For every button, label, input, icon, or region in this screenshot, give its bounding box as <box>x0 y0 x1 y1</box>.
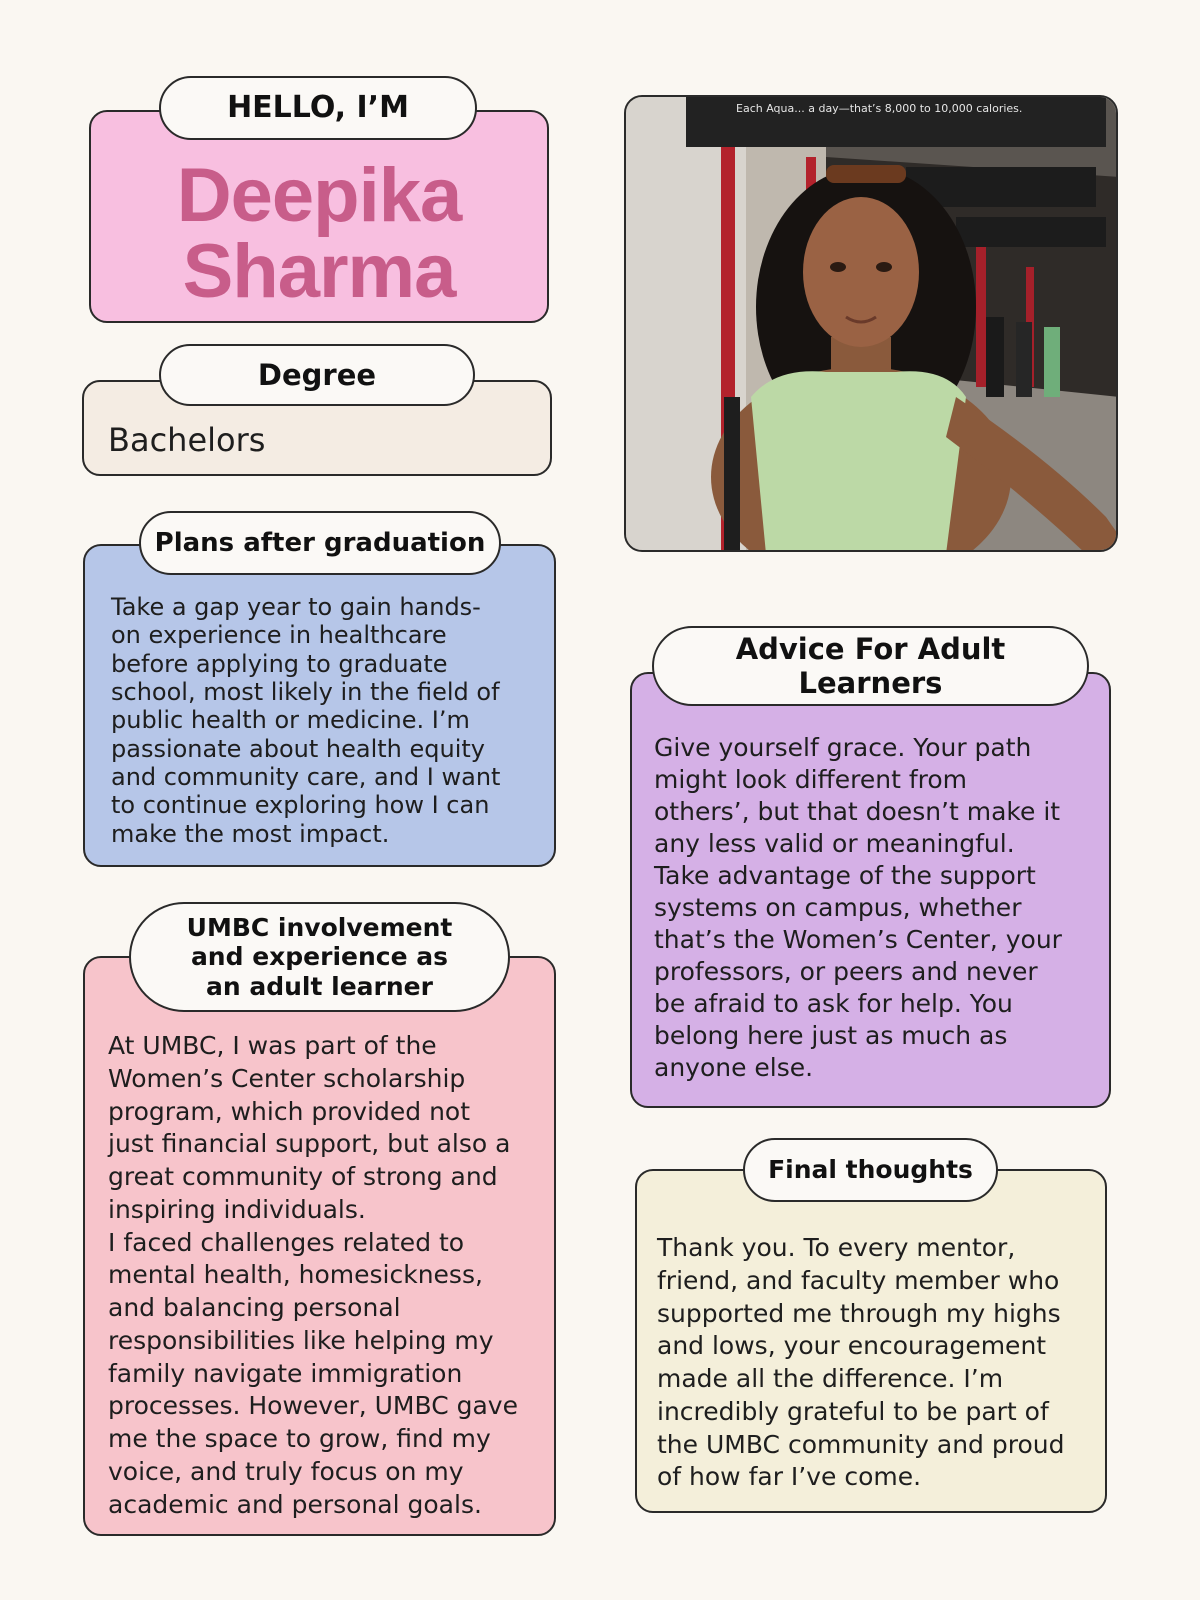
final-heading-pill <box>743 1138 998 1202</box>
first-name: Deepika <box>176 153 462 238</box>
greeting-pill <box>159 76 477 140</box>
umbc-heading-pill <box>129 902 510 1012</box>
degree-value: Bachelors <box>108 421 266 459</box>
person-name <box>90 153 548 314</box>
last-name: Sharma <box>182 229 456 314</box>
advice-heading: Advice For Adult Learners <box>735 631 1006 700</box>
profile-photo-illustration <box>626 97 1118 552</box>
plans-body: Take a gap year to gain hands- on experience in healthcare before applying to graduate school, most likely in the field of public health or medicine. I’m passionate about health equity and community care, and I want to continue exploring how I can make the most impact. <box>111 593 501 848</box>
advice-heading-pill <box>652 626 1089 706</box>
umbc-heading: UMBC involvement and experience as an adult learner <box>186 912 453 1001</box>
plans-heading: Plans after graduation <box>154 527 486 558</box>
profile-photo <box>624 95 1118 552</box>
umbc-body: At UMBC, I was part of the Women’s Center scholarship program, which provided not just financial support, but also a great community of strong and inspiring individuals. I faced challenges related to mental health, homesickness, and balancing personal responsibilities like helping my family navigate immigration processes. However, UMBC gave me the space to grow, find my voice, and truly focus on my academic and personal goals. <box>108 1031 518 1519</box>
degree-heading: Degree <box>257 357 377 392</box>
plans-heading-pill <box>139 511 501 575</box>
degree-heading-pill <box>159 344 475 406</box>
advice-body: Give yourself grace. Your path might look different from others’, but that doesn’t make it any less valid or meaningful. Take advantage of the support systems on campus, whether that’s the Women’s Center, your professors, or peers and never be afraid to ask for help. You belong here just as much as anyone else. <box>654 733 1062 1082</box>
greeting-text: HELLO, I’M <box>227 90 409 126</box>
sign-text: Each Aqua... a day—that’s 8,000 to 10,000 calories. <box>736 102 1023 115</box>
final-body: Thank you. To every mentor, friend, and faculty member who supported me through my highs and lows, your encouragement made all the difference. I’m incredibly grateful to be part of the UMBC community and proud of how far I’ve come. <box>657 1233 1065 1492</box>
final-heading: Final thoughts <box>768 1155 973 1185</box>
